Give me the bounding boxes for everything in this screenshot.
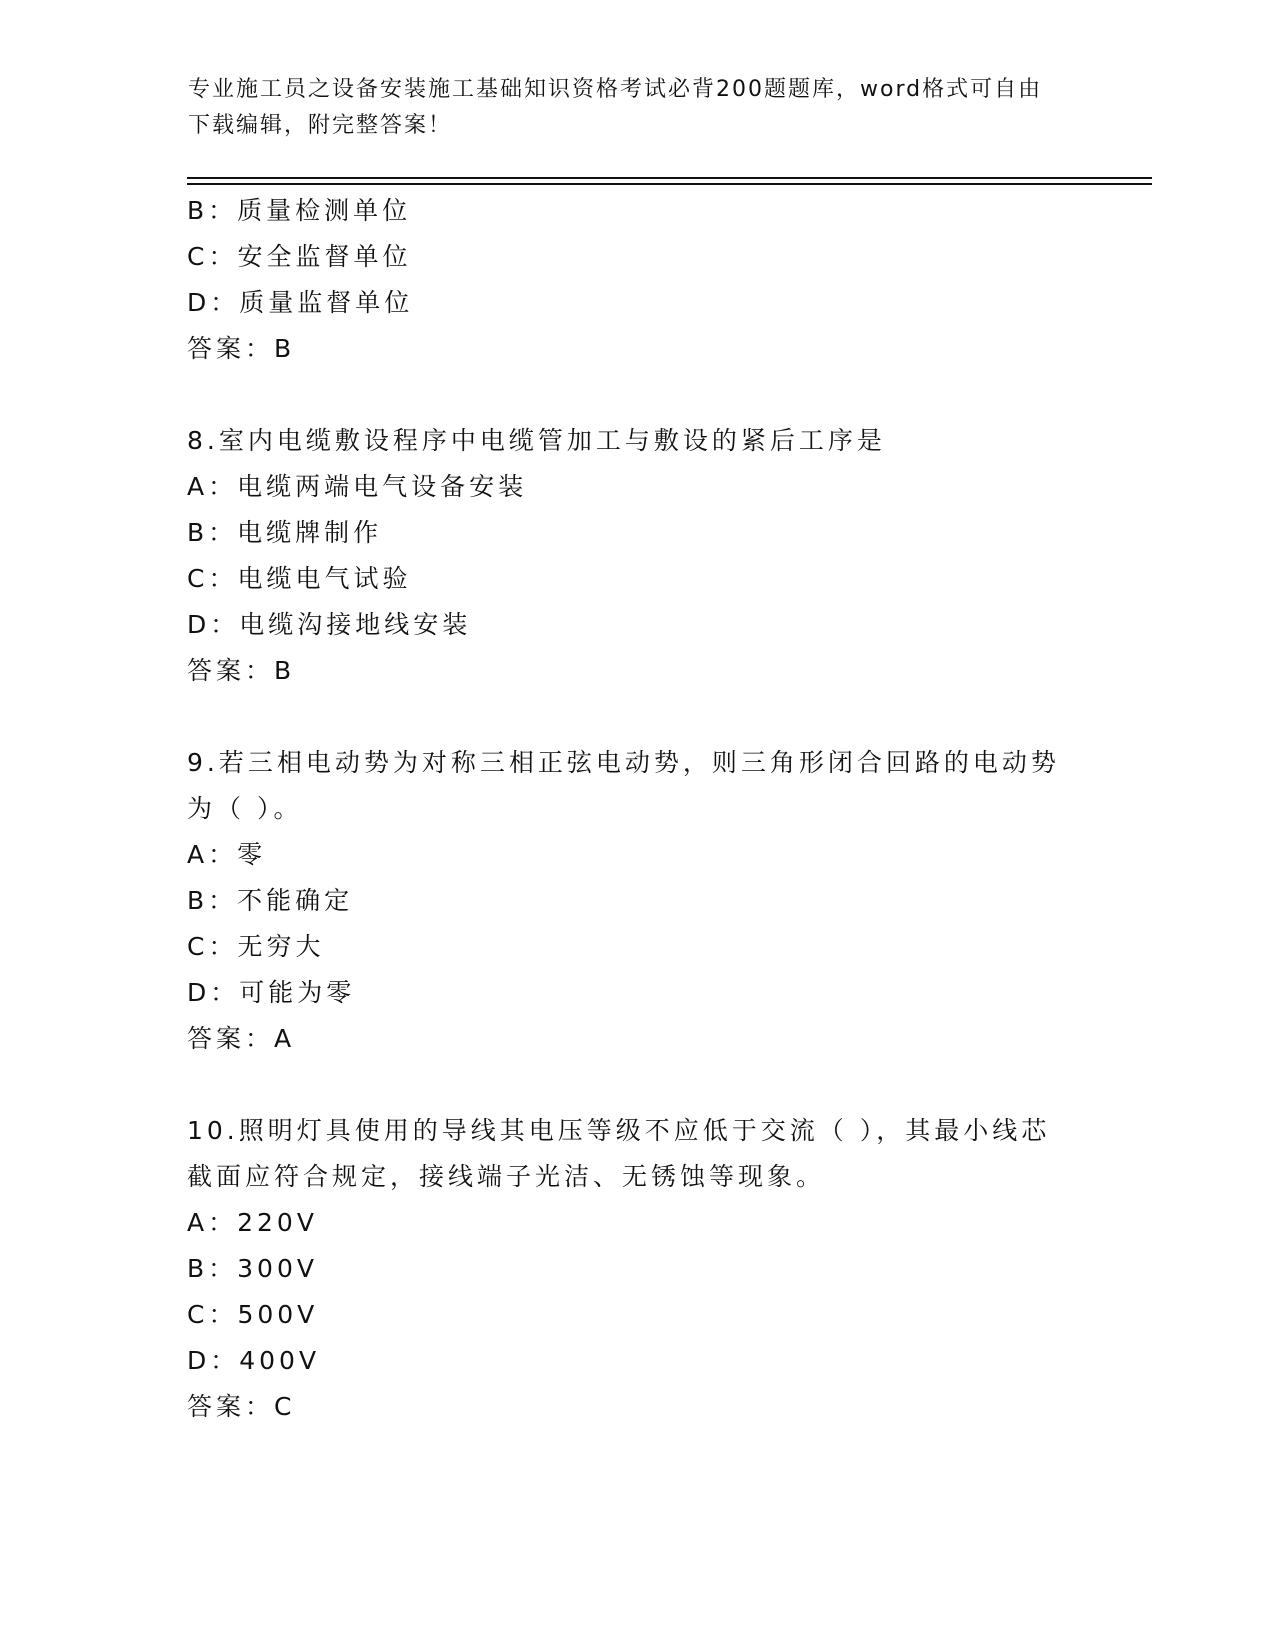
option-d: D：可能为零 [187, 978, 356, 1007]
header-line-1: 专业施工员之设备安装施工基础知识资格考试必背200题题库，word格式可自由 [188, 77, 1043, 102]
question-list [187, 188, 1067, 1430]
option-c: C：500V [187, 1300, 319, 1329]
question-8 [187, 418, 1067, 694]
option-b: B：电缆牌制作 [187, 518, 383, 547]
header-divider-bottom [187, 183, 1152, 185]
option-d: D：质量监督单位 [187, 288, 414, 317]
question-10 [187, 1108, 1067, 1430]
question-7-partial [187, 188, 1067, 372]
answer-line: 答案：C [187, 1392, 296, 1421]
question-stem-line-1: 10.照明灯具使用的导线其电压等级不应低于交流（ ），其最小线芯 [187, 1116, 1051, 1145]
option-b: B：质量检测单位 [187, 196, 412, 225]
option-a: A：零 [187, 840, 267, 869]
answer-line: 答案：B [187, 334, 296, 363]
option-a: A：220V [187, 1208, 318, 1237]
question-stem: 8.室内电缆敷设程序中电缆管加工与敷设的紧后工序是 [187, 426, 886, 455]
header-divider-top [187, 177, 1152, 179]
option-b: B：300V [187, 1254, 318, 1283]
question-stem-line-2: 截面应符合规定，接线端子光洁、无锈蚀等现象。 [187, 1162, 826, 1191]
spacer [187, 694, 1067, 740]
spacer [187, 1062, 1067, 1108]
option-d: D：400V [187, 1346, 321, 1375]
spacer [187, 372, 1067, 418]
option-d: D：电缆沟接地线安装 [187, 610, 472, 639]
question-stem-line-1: 9.若三相电动势为对称三相正弦电动势，则三角形闭合回路的电动势 [187, 748, 1060, 777]
option-c: C：无穷大 [187, 932, 325, 961]
question-stem-line-2: 为（ ）。 [187, 794, 303, 823]
option-a: A：电缆两端电气设备安装 [187, 472, 528, 501]
option-c: C：安全监督单位 [187, 242, 412, 271]
answer-line: 答案：A [187, 1024, 296, 1053]
header-line-2: 下载编辑，附完整答案！ [188, 113, 453, 138]
document-header [188, 72, 1068, 144]
option-b: B：不能确定 [187, 886, 354, 915]
question-9 [187, 740, 1067, 1062]
option-c: C：电缆电气试验 [187, 564, 412, 593]
answer-line: 答案：B [187, 656, 296, 685]
